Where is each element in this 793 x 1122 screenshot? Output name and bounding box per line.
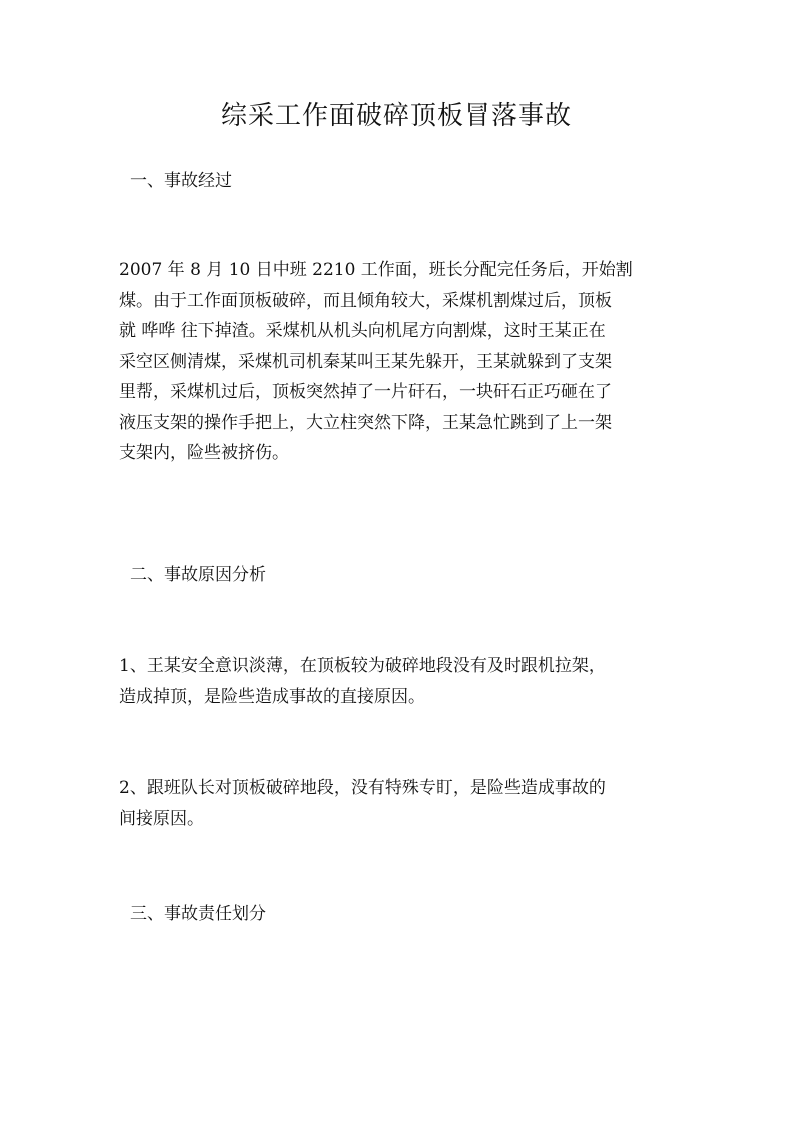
section-heading-responsibility: 三、事故责任划分 [130, 904, 266, 924]
paragraph-line: 采空区侧清煤，采煤机司机秦某叫王某先躲开，王某就躲到了支架 [119, 351, 612, 372]
paragraph-line: 液压支架的操作手把上，大立柱突然下降，王某急忙跳到了上一架 [119, 412, 612, 433]
paragraph-line: 造成掉顶，是险些造成事故的直接原因。 [119, 686, 425, 707]
paragraph-line: 里帮，采煤机过后，顶板突然掉了一片矸石，一块矸石正巧砸在了 [119, 382, 612, 402]
paragraph-cause-2 [119, 773, 675, 834]
paragraph-accident-process [119, 255, 675, 469]
paragraph-line: 间接原因。 [119, 808, 204, 829]
paragraph-line: 煤。由于工作面顶板破碎，而且倾角较大，采煤机割煤过后，顶板 [119, 290, 612, 311]
paragraph-line: 2、跟班队长对顶板破碎地段，没有特殊专盯，是险些造成事故的 [119, 778, 606, 798]
paragraph-line: 2007 年 8 月 10 日中班 2210 工作面，班长分配完任务后，开始割 [119, 260, 633, 280]
document-title: 综采工作面破碎顶板冒落事故 [220, 101, 572, 131]
paragraph-cause-1 [119, 651, 675, 712]
paragraph-line: 1、王某安全意识淡薄，在顶板较为破碎地段没有及时跟机拉架， [119, 656, 606, 676]
paragraph-line: 就 哗哗 往下掉渣。采煤机从机头向机尾方向割煤，这时王某正在 [119, 321, 606, 341]
section-heading-cause-analysis: 二、事故原因分析 [130, 565, 266, 585]
section-heading-accident-process: 一、事故经过 [130, 171, 232, 191]
paragraph-line: 支架内，险些被挤伤。 [119, 443, 289, 463]
